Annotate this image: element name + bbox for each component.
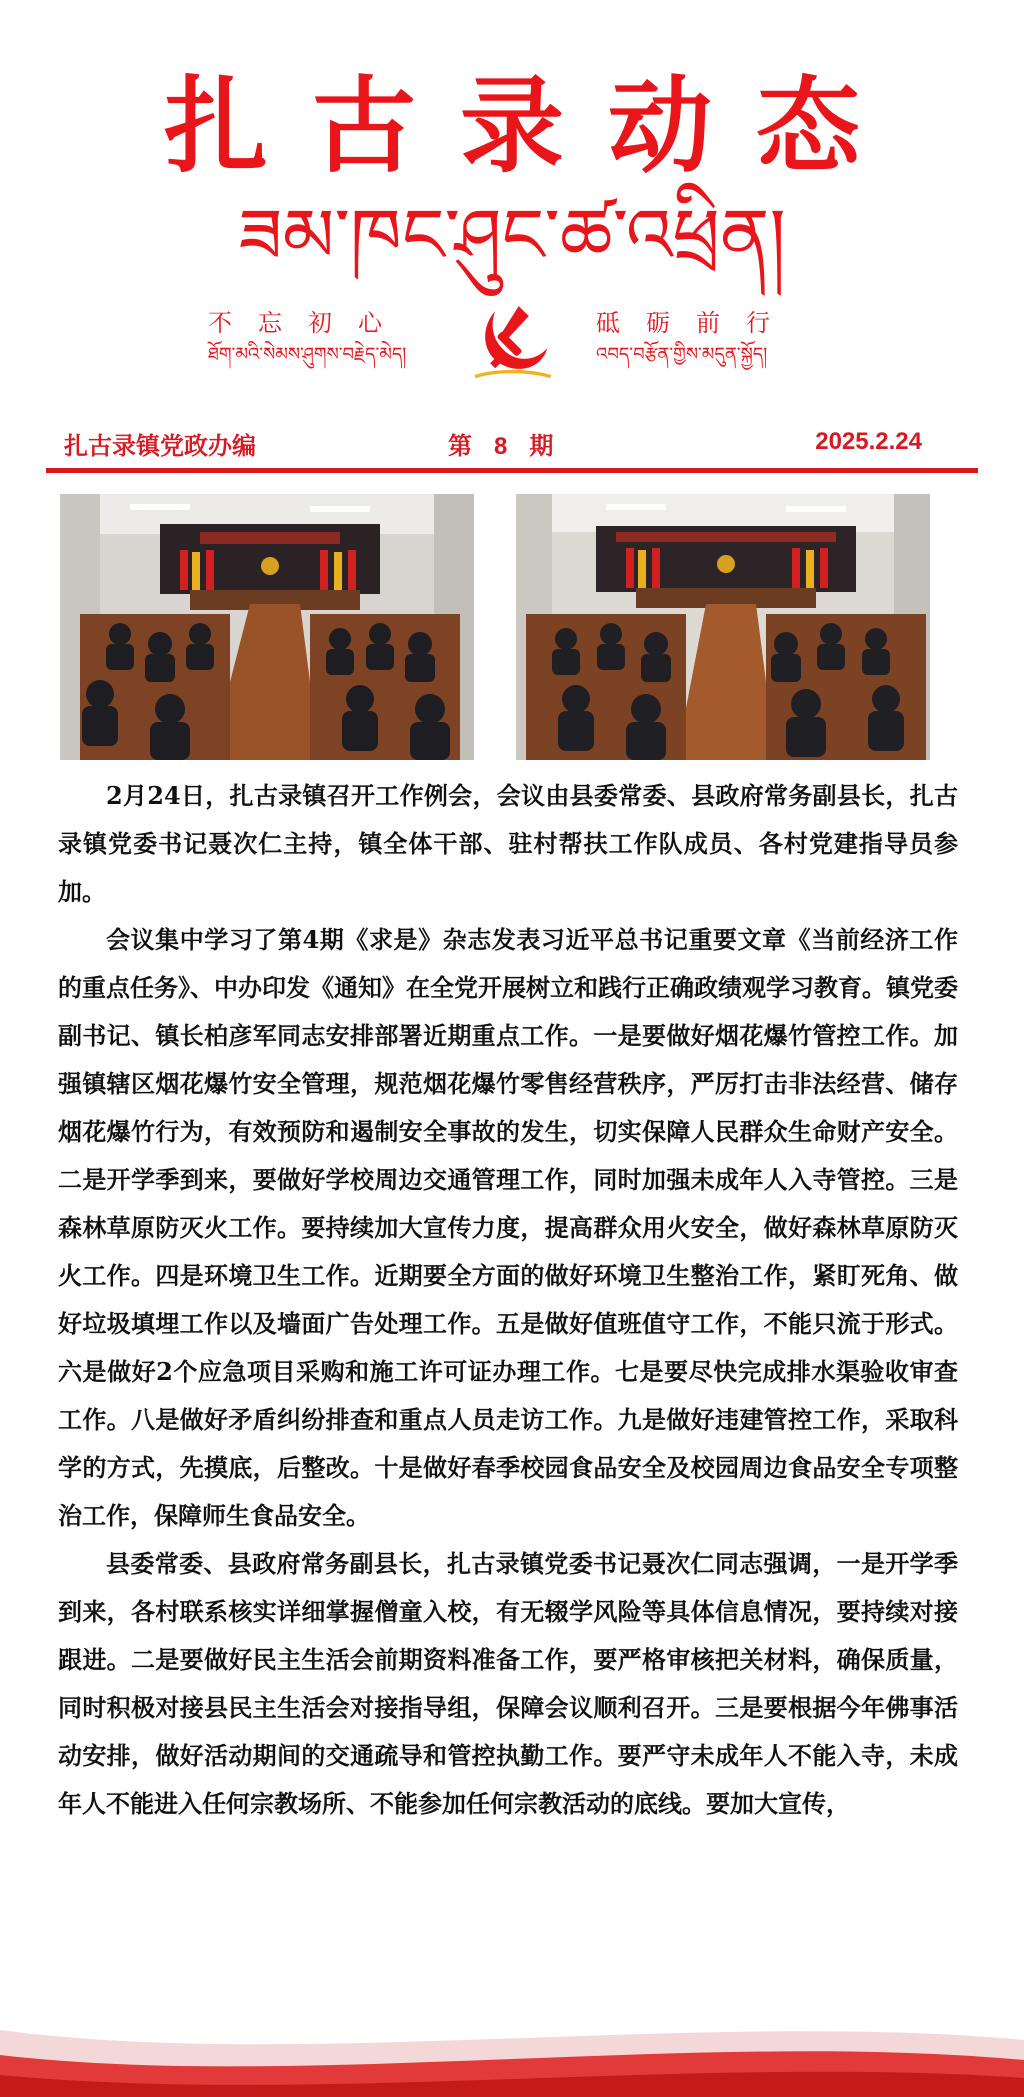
article-paragraph-2: 会议集中学习了第4期《求是》杂志发表习近平总书记重要文章《当前经济工作的重点任务》、中办印发《通知》在全党开展树立和践行正确政绩观学习教育。镇党委副书记、镇长柏彦军同志安排部署近期重点工作。一是要做好烟花爆竹管控工作。加强镇辖区烟花爆竹安全管理，规范烟花爆竹零售经营秩序，严厉打击非法经营、储存烟花爆竹行为，有效预防和遏制安全事故的发生，切实保障人民群众生命财产安全。二是开学季到来，要做好学校周边交通管理工作，同时加强未成年人入寺管控。三是森林草原防灭火工作。要持续加大宣传力度，提高群众用火安全，做好森林草原防灭火工作。四是环境卫生工作。近期要全方面的做好环境卫生整治工作，紧盯死角、做好垃圾填埋工作以及墙面广告处理工作。五是做好值班值守工作，不能只流于形式。六是做好2个应急项目采购和施工许可证办理工作。七是要尽快完成排水渠验收审查工作。八是做好矛盾纠纷排查和重点人员走访工作。九是做好违建管控工作，采取科学的方式，先摸底，后整改。十是做好春季校园食品安全及校园周边食品安全专项整治工作，保障师生食品安全。 <box>58 925 958 1530</box>
masthead-title: 扎古录动态 <box>163 64 904 187</box>
article-body <box>58 772 958 1828</box>
meeting-photo-left <box>60 494 474 760</box>
slogan-right-tibetan: འབད་བརྩོན་གྱིས་མདུན་སྐྱོད། <box>596 344 768 365</box>
slogan-right <box>596 306 796 370</box>
issue-prefix: 第 <box>448 431 472 460</box>
article-paragraph-3: 县委常委、县政府常务副县长，扎古录镇党委书记聂次仁同志强调，一是开学季到来，各村联系核实详细掌握僧童入校，有无辍学风险等具体信息情况，要持续对接跟进。二是要做好民主生活会前期资料准备工作，要严格审核把关材料，确保质量，同时积极对接县民主生活会对接指导组，保障会议顺利召开。三是要根据今年佛事活动安排，做好活动期间的交通疏导和管控执勤工作。要严守未成年人不能入寺，未成年人不能进入任何宗教场所、不能参加任何宗教活动的底线。要加大宣传， <box>58 1549 958 1818</box>
article-paragraph-1: 2月24日，扎古录镇召开工作例会，会议由县委常委、县政府常务副县长，扎古录镇党委书记聂次仁主持，镇全体干部、驻村帮扶工作队成员、各村党建指导员参加。 <box>58 781 958 906</box>
masthead-tibetan-title: ཟམ་ཁང་ཤུང་ཚ་འཕྲིན། <box>238 193 786 279</box>
issue-number-label <box>448 426 553 461</box>
meeting-photo-right <box>516 494 930 760</box>
slogan-left-chinese: 不忘初心 <box>208 309 408 337</box>
slogan-right-chinese: 砥砺前行 <box>596 309 796 337</box>
issue-suffix: 期 <box>529 431 554 460</box>
footer-wave-decoration <box>0 2010 1024 2097</box>
issue-info-bar <box>46 426 978 462</box>
publisher-label: 扎古录镇党政办编 <box>64 431 256 460</box>
party-emblem-icon <box>470 296 554 380</box>
issue-number: 8 <box>494 433 508 460</box>
slogan-left <box>208 306 408 370</box>
issue-date: 2025.2.24 <box>815 428 922 455</box>
header-divider <box>46 468 978 473</box>
slogan-left-tibetan: ཐོག་མའི་སེམས་ཤུགས་བརྗེད་མེད། <box>208 344 407 365</box>
